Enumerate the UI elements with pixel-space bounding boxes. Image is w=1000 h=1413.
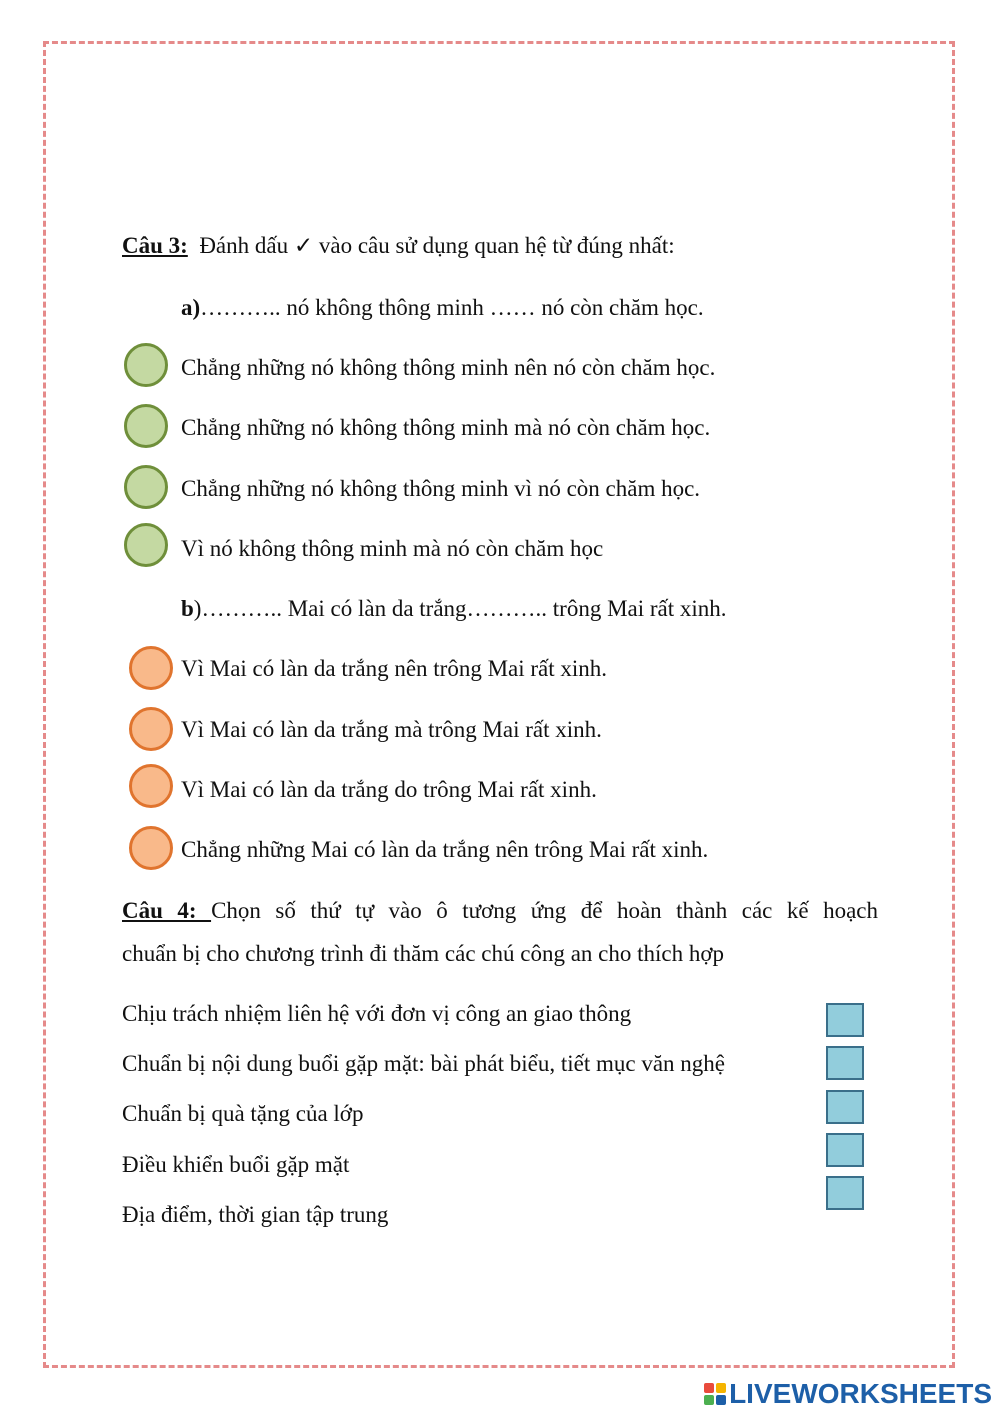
q3a-letter: a) <box>181 295 201 320</box>
q3-heading <box>122 232 675 260</box>
q4-item-2: Chuẩn bị nội dung buổi gặp mặt: bài phát biểu, tiết mục văn nghệ <box>122 1051 725 1076</box>
q4-answer-box-2[interactable] <box>826 1046 864 1080</box>
logo-square-3 <box>704 1395 714 1405</box>
q3b-option-1-label: Vì Mai có làn da trắng nên trông Mai rất xinh. <box>181 656 608 681</box>
q3a-option-1-label: Chẳng những nó không thông minh nên nó còn chăm học. <box>181 355 716 380</box>
logo-square-1 <box>704 1383 714 1393</box>
q3-instruction: Đánh dấu ✓ vào câu sử dụng quan hệ từ đúng nhất: <box>199 233 675 258</box>
q3b-option-4-radio[interactable] <box>129 826 173 870</box>
q3b-option-3-radio[interactable] <box>129 764 173 808</box>
q3a-option-3-radio[interactable] <box>124 465 168 509</box>
q3b-prompt <box>181 595 727 623</box>
q3a-option-2-label: Chẳng những nó không thông minh mà nó còn chăm học. <box>181 415 711 440</box>
q3a-option-1-radio[interactable] <box>124 343 168 387</box>
q3a-option-3-label: Chẳng những nó không thông minh vì nó còn chăm học. <box>181 476 701 501</box>
q3a-prompt-text: ……….. nó không thông minh …… nó còn chăm học. <box>200 295 704 320</box>
q3b-option-2-radio[interactable] <box>129 707 173 751</box>
q4-item-1: Chịu trách nhiệm liên hệ với đơn vị công an giao thông <box>122 1001 632 1026</box>
logo-square-4 <box>716 1395 726 1405</box>
q4-item-4: Điều khiển buổi gặp mặt <box>122 1152 350 1177</box>
liveworksheets-logo <box>704 1379 992 1409</box>
q3b-letter: b <box>181 596 194 621</box>
q4-instruction-line2: chuẩn bị cho chương trình đi thăm các chú công an cho thích hợp <box>122 941 725 966</box>
q3a-option-2-radio[interactable] <box>124 404 168 448</box>
q3-label: Câu 3: <box>122 233 188 258</box>
q3b-option-1-radio[interactable] <box>129 646 173 690</box>
q3a-option-4-radio[interactable] <box>124 523 168 567</box>
q4-answer-box-1[interactable] <box>826 1003 864 1037</box>
q4-item-5: Địa điểm, thời gian tập trung <box>122 1202 389 1227</box>
q3a-prompt <box>181 294 704 322</box>
q3b-option-3-label: Vì Mai có làn da trắng do trông Mai rất xinh. <box>181 777 597 802</box>
liveworksheets-logo-icon <box>704 1383 726 1405</box>
q4-heading <box>122 897 878 925</box>
q3a-option-4-label: Vì nó không thông minh mà nó còn chăm học <box>181 536 604 561</box>
logo-square-2 <box>716 1383 726 1393</box>
q4-answer-box-4[interactable] <box>826 1133 864 1167</box>
q4-item-3: Chuẩn bị quà tặng của lớp <box>122 1101 364 1126</box>
q4-instruction-line1: Chọn số thứ tự vào ô tương ứng để hoàn thành các kế hoạch <box>211 898 878 923</box>
q4-label: Câu 4: <box>122 898 212 923</box>
q3b-option-4-label: Chẳng những Mai có làn da trắng nên trông Mai rất xinh. <box>181 837 709 862</box>
q4-answer-box-5[interactable] <box>826 1176 864 1210</box>
q3b-option-2-label: Vì Mai có làn da trắng mà trông Mai rất xinh. <box>181 717 602 742</box>
q3b-prompt-text: )……….. Mai có làn da trắng……….. trông Mai rất xinh. <box>193 596 727 621</box>
liveworksheets-wordmark: LIVEWORKSHEETS <box>729 1378 992 1409</box>
q4-answer-box-3[interactable] <box>826 1090 864 1124</box>
